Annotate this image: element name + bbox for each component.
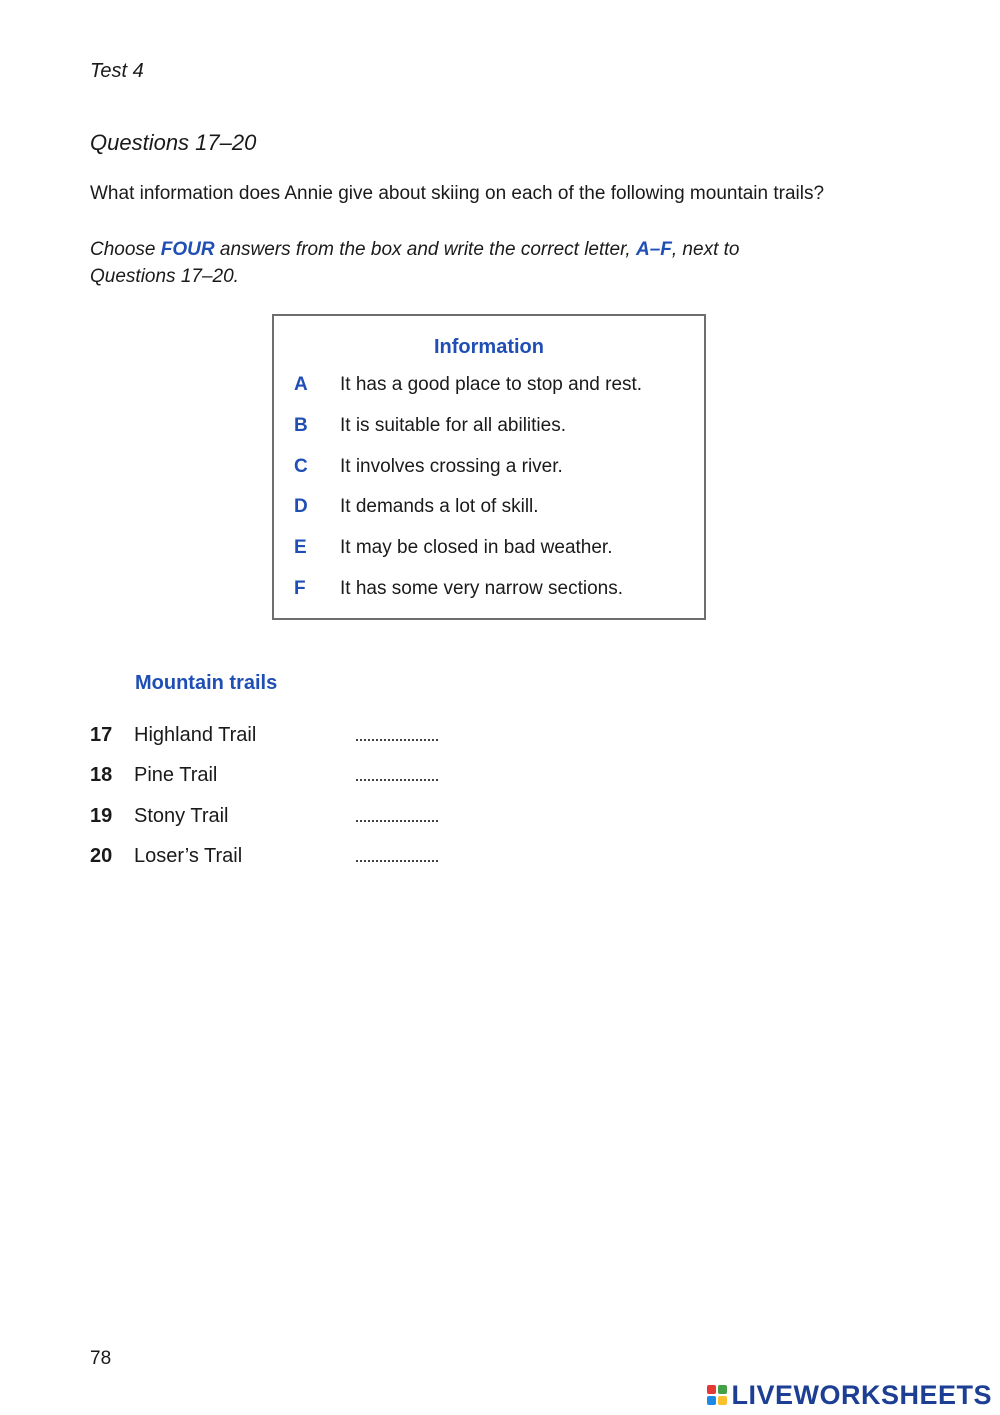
option-letter: E bbox=[294, 537, 307, 558]
liveworksheets-watermark[interactable] bbox=[707, 1378, 992, 1412]
trail-name: Stony Trail bbox=[134, 805, 229, 827]
trail-name: Loser’s Trail bbox=[134, 845, 243, 867]
option-letter: F bbox=[294, 578, 306, 599]
answer-blank-18[interactable] bbox=[356, 765, 438, 781]
option-row-e bbox=[294, 537, 613, 567]
question-text: What information does Annie give about skiing on each of the following mountain trails? bbox=[90, 183, 825, 204]
trail-row-17 bbox=[90, 724, 438, 752]
instructions-part-1: Choose bbox=[90, 239, 161, 260]
option-text: It involves crossing a river. bbox=[340, 456, 563, 477]
trail-name: Highland Trail bbox=[134, 724, 257, 746]
option-text: It may be closed in bad weather. bbox=[340, 537, 613, 558]
question-number: 19 bbox=[90, 805, 113, 827]
logo-square bbox=[707, 1385, 716, 1394]
logo-square bbox=[707, 1396, 716, 1405]
question-number: 20 bbox=[90, 845, 113, 867]
trails-heading: Mountain trails bbox=[135, 672, 278, 694]
option-row-a bbox=[294, 374, 642, 404]
page-number: 78 bbox=[90, 1348, 112, 1369]
instructions bbox=[90, 236, 830, 290]
answer-blank-19[interactable] bbox=[356, 806, 438, 822]
trail-row-20 bbox=[90, 845, 438, 873]
information-box bbox=[272, 314, 706, 620]
option-text: It is suitable for all abilities. bbox=[340, 415, 566, 436]
trail-row-18 bbox=[90, 764, 438, 792]
question-number: 18 bbox=[90, 764, 113, 786]
logo-square bbox=[718, 1385, 727, 1394]
trail-name: Pine Trail bbox=[134, 764, 218, 786]
instructions-part-3: , next to Questions 17–20. bbox=[90, 239, 740, 287]
option-row-c bbox=[294, 456, 563, 486]
instructions-emphasis-range: A–F bbox=[635, 239, 672, 260]
option-letter: D bbox=[294, 496, 308, 517]
option-text: It has a good place to stop and rest. bbox=[340, 374, 643, 395]
option-letter: C bbox=[294, 456, 308, 477]
test-label: Test 4 bbox=[90, 60, 144, 82]
answer-blank-20[interactable] bbox=[356, 846, 438, 862]
option-row-d bbox=[294, 496, 539, 526]
question-number: 17 bbox=[90, 724, 113, 746]
answer-blank-17[interactable] bbox=[356, 725, 438, 741]
option-letter: B bbox=[294, 415, 308, 436]
option-row-b bbox=[294, 415, 566, 445]
logo-square bbox=[718, 1396, 727, 1405]
liveworksheets-logo-icon bbox=[707, 1385, 727, 1405]
trail-row-19 bbox=[90, 805, 438, 833]
watermark-text: LIVEWORKSHEETS bbox=[731, 1379, 992, 1410]
option-letter: A bbox=[294, 374, 308, 395]
instructions-emphasis-four: FOUR bbox=[160, 239, 215, 260]
questions-heading: Questions 17–20 bbox=[90, 130, 257, 155]
information-title: Information bbox=[434, 336, 544, 358]
option-text: It has some very narrow sections. bbox=[340, 578, 623, 599]
instructions-part-2: answers from the box and write the correct letter, bbox=[214, 239, 636, 260]
option-text: It demands a lot of skill. bbox=[340, 496, 539, 517]
option-row-f bbox=[294, 578, 623, 608]
